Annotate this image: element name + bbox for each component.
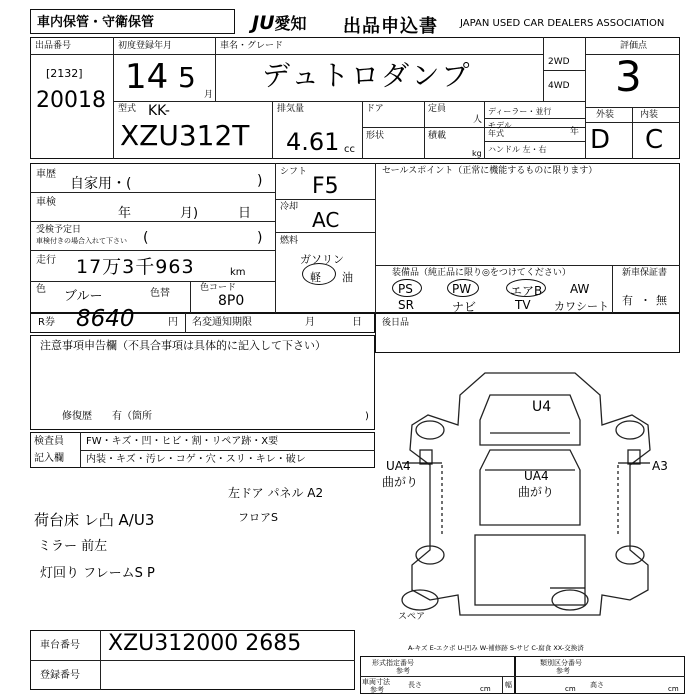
equip-ps: PS [398,282,413,296]
drive-4wd: 4WD [548,81,570,91]
exterior-label: 外装 [596,110,615,120]
rating-label: 評価点 [620,41,648,51]
repair-close: ) [365,411,369,422]
inspection-day: 日 [238,206,252,221]
note-line-1: 荷台床 レ凸 A/U3 [34,511,155,529]
inspection-label: 車検 [36,197,56,208]
inspector-label-1: 検査員 [34,436,64,447]
class-label: 類別区分番号 [540,659,582,667]
airbag-circle [506,279,546,297]
displacement-unit: cc [344,144,355,155]
recycle-unit: 円 [168,317,178,328]
registration-month-unit: 月 [204,90,214,100]
equip-navi: ナビ [452,300,477,314]
car-name-value: デュトロダンプ [262,59,472,92]
equipment-label: 装備品（純正品に限り◎をつけてください） [392,268,571,278]
cm-2: cm [565,685,576,693]
fuel-gasoline: ガソリン [300,253,344,266]
fuel-oil: 油 [342,271,353,284]
note-line-3: 灯回り フレームS P [40,566,155,581]
inspector-row-1: FW・キズ・凹・ヒビ・割・リペア跡・X要 [86,436,279,447]
diagram-bend-left: 曲がり [382,475,419,489]
acceptance-label: 受検予定日 [36,225,82,235]
history-value: 自家用・( [70,176,132,192]
inspection-year: 年 [118,206,132,221]
storage-box [30,9,235,34]
sheet-title: 出品申込書 [343,16,438,37]
warranty-yes: 有 [622,294,633,307]
diagram-bend-center: 曲がり [518,485,555,499]
model-label: 型式 [118,104,137,114]
inspection-month: 月) [180,206,199,221]
acceptance-close: ) [257,230,263,246]
repair-label: 修復歴 [62,411,92,422]
height-label: 高さ [590,681,604,689]
color-code-label: 色コード [200,283,237,293]
tax-day: 日 [352,317,362,328]
equip-aw: AW [570,282,590,296]
note-line-2: ミラー 前左 [38,539,108,554]
color-change-label: 色替 [150,288,170,299]
dealer-label: ディーラー・並行 [488,107,552,116]
tax-label: 名変通知期限 [192,317,252,328]
lot-code: [2132] [46,67,83,80]
color-code-value: 8P0 [218,293,245,309]
repair-value: 有（箇所 [112,411,152,422]
warranty-no: 無 [656,294,667,307]
association-name: JAPAN USED CAR DEALERS ASSOCIATION [460,18,665,29]
cooler-label: 冷却 [280,202,299,212]
note-line-5: フロアS [238,511,278,524]
note-line-4: 左ドア パネル A2 [228,486,324,500]
fuel-light: 軽 [310,271,321,284]
shift-value: F5 [312,174,339,199]
lot-number: 20018 [36,88,106,113]
form-label: 形式指定番号 [372,659,414,667]
exterior-value: D [590,125,611,155]
handle-label: ハンドル 左・右 [488,145,547,154]
shape-label: 形状 [366,131,385,141]
model-year-label: モデル年式 [488,121,512,138]
displacement-label: 排気量 [277,104,305,114]
mileage-value: 17万3千963 [76,256,195,278]
chassis-value: XZU312000 2685 [108,631,302,656]
equip-seat: カワシート [554,300,609,313]
cooler-value: AC [312,208,340,232]
equip-pw: PW [452,282,472,296]
interior-label: 内装 [640,110,659,120]
load-label: 積載 [428,131,447,141]
registration-month: 5 [178,61,196,94]
equip-airbag: エアB [510,284,543,298]
ps-circle [392,279,422,297]
chassis-label: 車台番号 [40,640,80,651]
notes-label: 注意事項申告欄（不具合事項は具体的に記入して下さい） [40,339,326,352]
acceptance-note: 車検付きの場合入れて下さい [36,237,127,245]
acceptance-open: ( [143,230,149,246]
load-unit: kg [472,149,482,158]
class-ref: 参考 [556,667,570,675]
reg-no-label: 登録番号 [40,670,80,681]
warranty-label: 新車保証書 [622,268,668,278]
sales-point-label: セールスポイント（正常に機能するものに限ります） [382,166,598,176]
after-frame [375,313,680,353]
fuel-diesel-circle [302,263,336,285]
model-prefix: KK- [148,103,170,119]
mileage-label: 走行 [36,255,56,266]
mileage-unit: km [230,267,246,278]
cm-3: cm [668,685,679,693]
ju-logo-mark: JU [252,12,275,34]
form-ref: 参考 [396,667,410,675]
veh-ref-1: 参考 [370,686,384,694]
width-label: 幅 [505,681,512,689]
fuel-label: 燃料 [280,236,299,246]
capacity-unit: 人 [473,115,483,125]
color-label: 色 [36,284,46,295]
diagram-u4: U4 [532,399,552,415]
model-value: XZU312T [120,119,250,152]
ju-logo-text: 愛知 [274,14,307,33]
capacity-label: 定員 [428,104,447,114]
car-name-label: 車名・グレード [220,41,284,51]
storage-label: 車内保管・守衛保管 [37,15,155,30]
spare-label: スペア [398,612,426,622]
color-value: ブルー [64,289,103,304]
lot-label: 出品番号 [35,41,72,51]
pw-circle [447,279,479,297]
rating-value: 3 [615,52,642,101]
warranty-dot: ・ [640,294,651,307]
equip-sr: SR [398,298,414,312]
diagram-a3: A3 [652,459,668,473]
tax-month: 月 [305,317,315,328]
damage-legend: A-キズ E-エクボ U-凹み W-補修跡 S-サビ C-腐食 XX-交換済 [408,644,584,652]
inspector-label-2: 記入欄 [34,453,64,464]
door-label: ドア [366,104,384,114]
cm-1: cm [480,685,491,693]
interior-value: C [645,125,664,155]
after-label: 後日品 [382,318,410,328]
recycle-value: 8640 [76,306,135,332]
drive-2wd: 2WD [548,57,570,67]
year-unit: 年 [570,127,580,137]
history-label: 車歴 [36,169,56,180]
veh-len-label: 車両寸法 [362,678,390,686]
shift-label: シフト [280,167,308,177]
recycle-label: R券 [38,317,55,328]
len-label: 長さ [408,681,422,689]
ju-logo [252,11,307,34]
displacement-value: 4.61 [286,128,340,156]
registration-year: 14 [125,57,169,97]
registration-label: 初度登録年月 [118,41,173,51]
history-close: ) [257,173,263,189]
equip-tv: TV [515,298,531,312]
diagram-ua4-left: UA4 [386,459,411,473]
diagram-ua4-center: UA4 [524,469,549,483]
inspector-row-2: 内装・キズ・汚レ・コゲ・穴・スリ・キレ・破レ [86,454,306,465]
